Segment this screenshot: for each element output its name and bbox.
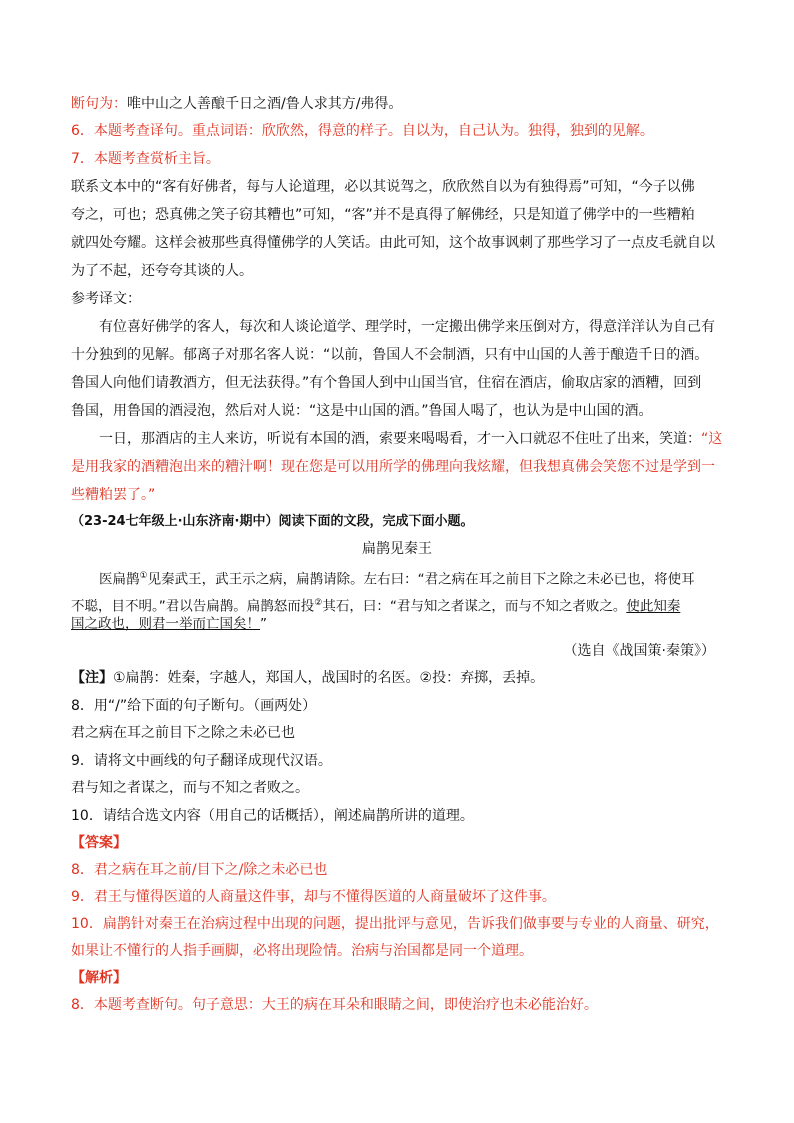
break-prefix: 断句为： <box>71 96 127 112</box>
analysis-paragraph-line: 联系文本中的“客有好佛者，每与人论道理，必以其说驾之，欣欣然自以为有独得焉”可知，“今子以佛 <box>71 179 695 195</box>
passage-text: 医扁鹊 <box>99 571 140 588</box>
question-8-sentence: 君之病在耳之前目下之除之未必已也 <box>71 725 295 741</box>
translation-line: 十分独到的见解。郁离子对那名客人说：“以前，鲁国人不会制酒，只有中山国的人善于酿造千日的酒。 <box>71 347 709 363</box>
translation-heading: 参考译文： <box>71 291 141 307</box>
item-number: 7． <box>71 151 94 167</box>
translation-line: 鲁国人向他们请教酒方，但无法获得。”有个鲁国人到中山国当官，住宿在酒店，偷取店家的酒糟，回到 <box>71 375 702 391</box>
note-ref-1: ① <box>139 571 148 581</box>
notes-line <box>71 668 544 688</box>
answer-line-break <box>71 94 402 114</box>
translation-line <box>99 429 722 449</box>
answer-9: 9．君王与懂得医道的人商量这件事，却与不懂得医道的人商量破坏了这件事。 <box>71 889 556 905</box>
analysis-8 <box>71 995 598 1015</box>
analysis-label: 【解析】 <box>71 970 127 986</box>
analysis-paragraph-line: 就四处夸耀。这样会被那些真得懂佛学的人笑话。由此可知，这个故事讽刺了那些学习了一点皮毛就自以 <box>71 235 715 251</box>
passage-text: 不聪，目不明。”君以告扁鹊。扁鹊怒而投 <box>71 598 315 615</box>
question-8: 8．用“/”给下面的句子断句。（画两处） <box>71 698 317 714</box>
passage-source: （选自《战国策·秦策》） <box>563 643 715 659</box>
translation-line: 有位喜好佛学的客人，每次和人谈论道学、理学时，一定搬出佛学来压倒对方，得意洋洋认为自己有 <box>99 319 715 335</box>
item-text: 本题考查断句。句子意思：大王的病在耳朵和眼睛之间，即使治疗也未必能治好。 <box>93 997 598 1013</box>
passage-line <box>71 593 680 617</box>
item-text: 本题考查赏析主旨。 <box>93 151 220 167</box>
passage-line <box>99 566 695 590</box>
passage-text: 见秦武王，武王示之病，扁鹊请除。左右曰：“君之病在耳之前目下之除之未必已也，将使耳 <box>147 571 695 588</box>
answer-10-line: 10．扁鹊针对秦王在治病过程中出现的问题，提出批评与意见，告诉我们做事要与专业的人商量、研究， <box>71 916 719 932</box>
translation-line: 鲁国，用鲁国的酒浸泡，然后对人说：“这是中山国的酒。”鲁国人喝了，也认为是中山国的酒。 <box>71 403 653 419</box>
translation-text: 一日，那酒店的主人来访，听说有本国的酒，索要来喝喝看，才一入口就忍不住吐了出来，笑道： <box>99 431 701 447</box>
passage-title: 扁鹊见秦王 <box>362 541 432 557</box>
question-9: 9．请将文中画线的句子翻译成现代汉语。 <box>71 753 332 769</box>
passage-text: ” <box>260 616 267 632</box>
passage-text: 其石，曰：“君与知之者谋之，而与不知之者败之。 <box>322 598 627 615</box>
answer-label: 【答案】 <box>71 835 127 851</box>
notes-text: ①扁鹊：姓秦，字越人，郑国人，战国时的名医。②投：弃掷，丢掉。 <box>113 670 545 686</box>
item-number: 8． <box>71 997 94 1013</box>
passage-line <box>71 614 267 634</box>
answer-8: 8．君之病在耳之前/目下之/除之未必已也 <box>71 862 328 878</box>
translation-line: 些糟粕罢了。” <box>71 487 156 503</box>
item-number: 6． <box>71 123 94 139</box>
underlined-sentence: 国之政也，则君一举而亡国矣！ <box>71 616 260 632</box>
item-text: 本题考查译句。重点词语：欣欣然，得意的样子。自以为，自己认为。独得，独到的见解。 <box>93 123 654 139</box>
analysis-paragraph-line: 为了不起，还夸夸其谈的人。 <box>71 263 253 279</box>
analysis-item-7 <box>71 149 220 169</box>
question-header: （23-24七年级上·山东济南·期中）阅读下面的文段，完成下面小题。 <box>71 514 474 529</box>
translation-quote-start: “这 <box>701 431 723 447</box>
analysis-paragraph-line: 夸之，可也；恐真佛之笑子窃其糟也”可知，“客”并不是真得了解佛经，只是知道了佛学中的一些糟粕 <box>71 207 695 223</box>
notes-label: 【注】 <box>71 670 113 686</box>
break-text: 唯中山之人善酿千日之酒/鲁人求其方/弗得。 <box>127 96 403 112</box>
underlined-sentence: 使此知秦 <box>626 598 681 615</box>
answer-10-line: 如果让不懂行的人指手画脚，必将出现险情。治病与治国都是同一个道理。 <box>71 943 533 959</box>
note-ref-2: ② <box>314 598 323 608</box>
question-9-sentence: 君与知之者谋之，而与不知之者败之。 <box>71 780 309 796</box>
analysis-item-6 <box>71 121 654 141</box>
question-10: 10．请结合选文内容（用自己的话概括），阐述扁鹊所讲的道理。 <box>71 808 474 824</box>
translation-line: 是用我家的酒糟泡出来的糟汁啊！现在您是可以用所学的佛理向我炫耀，但我想真佛会笑您不过是学到一 <box>71 459 715 475</box>
